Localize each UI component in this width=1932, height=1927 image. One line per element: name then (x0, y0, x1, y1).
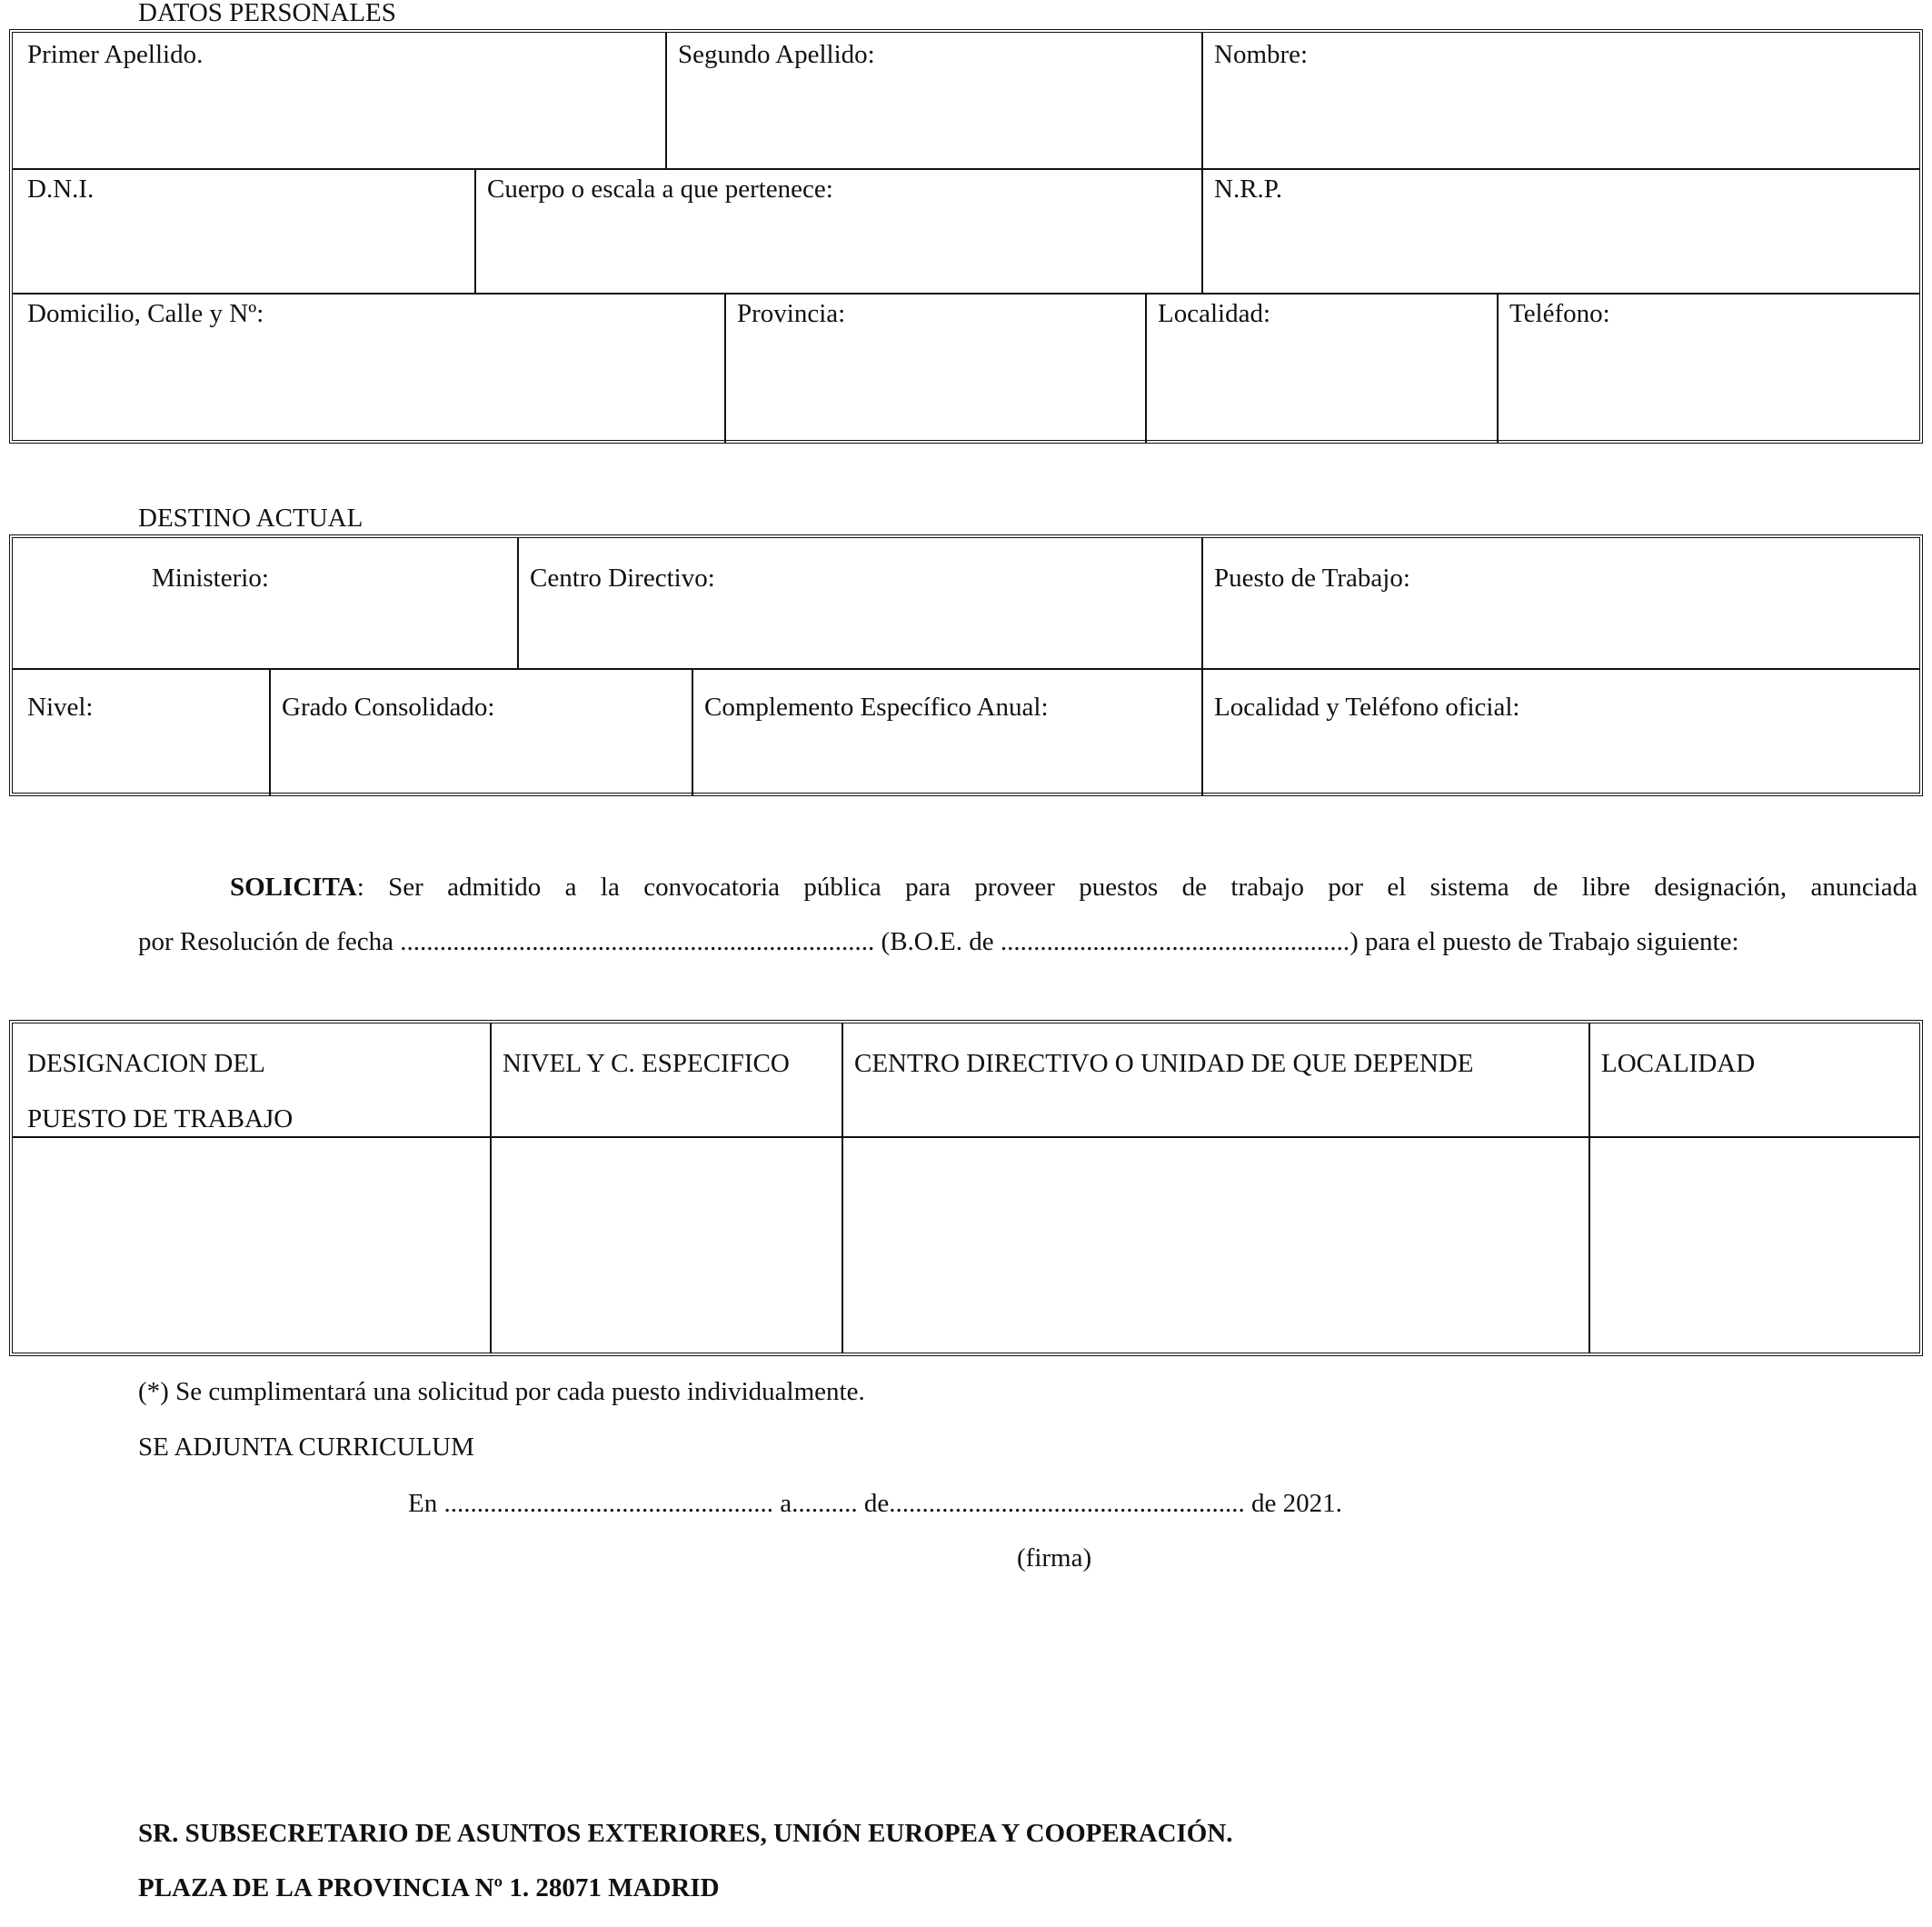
complemento-especifico-field[interactable]: Complemento Específico Anual: (704, 693, 1049, 722)
designacion-header-line-1: DESIGNACION DEL (27, 1049, 265, 1078)
col-divider (1201, 168, 1203, 293)
col-divider (1497, 293, 1499, 444)
col-divider (1145, 293, 1147, 444)
centro-directivo-field[interactable]: Centro Directivo: (530, 564, 715, 593)
designacion-header-line-2: PUESTO DE TRABAJO (27, 1104, 294, 1133)
solicita-paragraph-line-1 (230, 874, 1917, 901)
nivel-especifico-header: NIVEL Y C. ESPECIFICO (503, 1049, 790, 1078)
solicita-label: SOLICITA (230, 873, 357, 902)
domicilio-field[interactable]: Domicilio, Calle y Nº: (27, 299, 264, 328)
row-divider (13, 293, 1919, 295)
col-divider (665, 33, 667, 168)
direccion-text: PLAZA DE LA PROVINCIA Nº 1. 28071 MADRID (138, 1873, 720, 1902)
localidad-field[interactable]: Localidad: (1158, 299, 1271, 328)
col-divider (1201, 538, 1203, 668)
col-divider (692, 668, 693, 796)
nivel-especifico-input-cell[interactable] (492, 1138, 842, 1353)
destino-actual-table (9, 534, 1923, 796)
row-divider (13, 168, 1919, 170)
cuerpo-escala-field[interactable]: Cuerpo o escala a que pertenece: (487, 175, 833, 204)
centro-directivo-header: CENTRO DIRECTIVO O UNIDAD DE QUE DEPENDE (854, 1049, 1474, 1078)
note-text: (*) Se cumplimentará una solicitud por cada puesto individualmente. (138, 1377, 865, 1406)
telefono-field[interactable]: Teléfono: (1509, 299, 1610, 328)
localidad-header: LOCALIDAD (1601, 1049, 1756, 1078)
fecha-line[interactable]: En .................................................. a.......... de...................................................... de 2021. (408, 1489, 1342, 1518)
primer-apellido-field[interactable]: Primer Apellido. (27, 40, 204, 69)
col-divider (724, 293, 726, 444)
col-divider (269, 668, 271, 796)
col-divider (1201, 33, 1203, 168)
nombre-field[interactable]: Nombre: (1214, 40, 1309, 69)
row-divider (13, 668, 1919, 670)
designacion-input-cell[interactable] (13, 1138, 490, 1353)
localidad-input-cell[interactable] (1590, 1138, 1919, 1353)
curriculum-text: SE ADJUNTA CURRICULUM (138, 1433, 474, 1462)
firma-label: (firma) (1017, 1543, 1092, 1573)
datos-personales-table (9, 29, 1923, 444)
solicita-paragraph-line-2: por Resolución de fecha ........................................................................ (B.O.E. de .....................................................) para el puesto de Trabajo siguiente: (138, 927, 1739, 956)
ministerio-field[interactable]: Ministerio: (152, 564, 269, 593)
puesto-solicitado-table (9, 1020, 1923, 1356)
dni-field[interactable]: D.N.I. (27, 175, 95, 204)
puesto-trabajo-field[interactable]: Puesto de Trabajo: (1214, 564, 1410, 593)
grado-consolidado-field[interactable]: Grado Consolidado: (282, 693, 495, 722)
segundo-apellido-field[interactable]: Segundo Apellido: (678, 40, 875, 69)
nivel-field[interactable]: Nivel: (27, 693, 94, 722)
datos-personales-title: DATOS PERSONALES (138, 0, 396, 27)
localidad-telefono-oficial-field[interactable]: Localidad y Teléfono oficial: (1214, 693, 1520, 722)
solicita-text: : Ser admitido a la convocatoria pública para proveer puestos de trabajo por el sistema de libre designación, anunciada (356, 873, 1917, 902)
col-divider (1201, 668, 1203, 796)
centro-directivo-input-cell[interactable] (843, 1138, 1588, 1353)
nrp-field[interactable]: N.R.P. (1214, 175, 1282, 204)
provincia-field[interactable]: Provincia: (737, 299, 846, 328)
col-divider (474, 168, 476, 293)
destino-actual-title: DESTINO ACTUAL (138, 504, 363, 533)
col-divider (517, 538, 519, 668)
destinatario-text: SR. SUBSECRETARIO DE ASUNTOS EXTERIORES, UNIÓN EUROPEA Y COOPERACIÓN. (138, 1819, 1233, 1848)
